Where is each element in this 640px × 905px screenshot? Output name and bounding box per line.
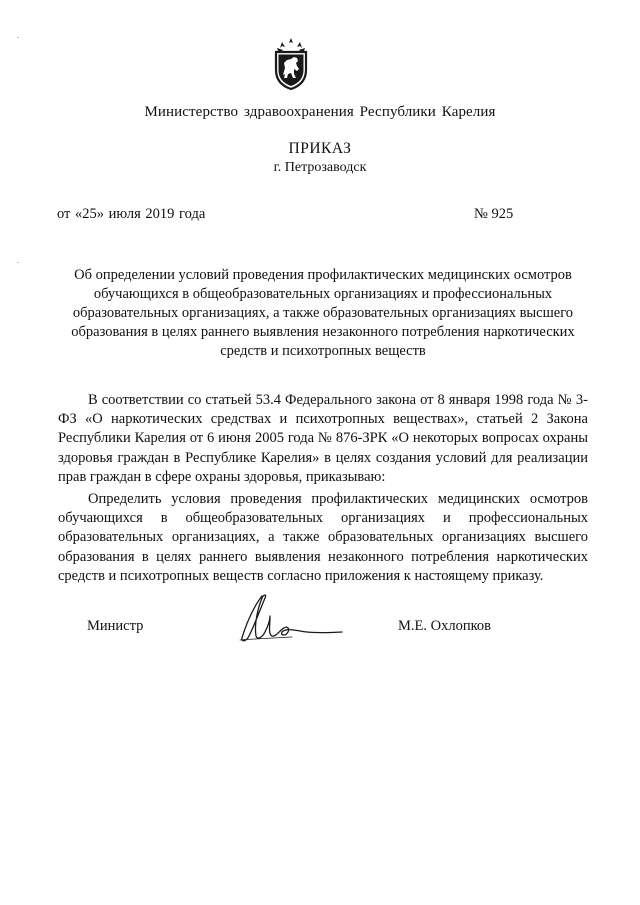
signer-name: М.Е. Охлопков xyxy=(398,618,491,634)
body-paragraph-order: Определить условия проведения профилактических медицинских осмотров обучающихся в общеобразовательных организациях и профессиональных образовательных организациях, а также образовательных организациях высшего образования в целях раннего выявления незаконного потребления наркотических средств и психотропных веществ согласно приложения к настоящему приказу. xyxy=(58,491,588,584)
document-type-title: ПРИКАЗ xyxy=(288,140,352,157)
subject-line: образовательных организациях, а также образовательных организациях высшего xyxy=(72,305,574,321)
subject-line: обучающихся в общеобразовательных организациях и профессиональных xyxy=(93,286,553,302)
subject-line: Об определении условий проведения профилактических медицинских осмотров xyxy=(74,267,572,283)
order-number: № 925 xyxy=(474,206,514,222)
subject-line: средств и психотропных веществ xyxy=(220,343,426,359)
scan-speck xyxy=(17,262,19,263)
city-name: г. Петрозаводск xyxy=(273,160,367,175)
order-subject xyxy=(58,266,588,361)
karelia-coat-of-arms-icon xyxy=(272,38,310,90)
subject-line: образования в целях раннего выявления незаконного потребления наркотических xyxy=(71,324,575,340)
signer-position: Министр xyxy=(87,618,144,634)
order-date: от «25» июля 2019 года xyxy=(57,206,206,222)
scan-speck xyxy=(17,37,19,38)
handwritten-signature xyxy=(232,590,356,648)
body-paragraph-legal-basis: В соответствии со статьей 53.4 Федерального закона от 8 января 1998 года № 3-ФЗ «О наркотических средствах и психотропных веществах», статьей 2 Закона Республики Карелия от 6 июня 2005 года № 876-ЗРК «О некоторых вопросах охраны здоровья граждан в Республике Карелия» в целях создания условий для реализации прав граждан в сфере охраны здоровья, приказываю: xyxy=(58,392,588,485)
ministry-name: Министерство здравоохранения Республики Карелия xyxy=(144,104,496,120)
